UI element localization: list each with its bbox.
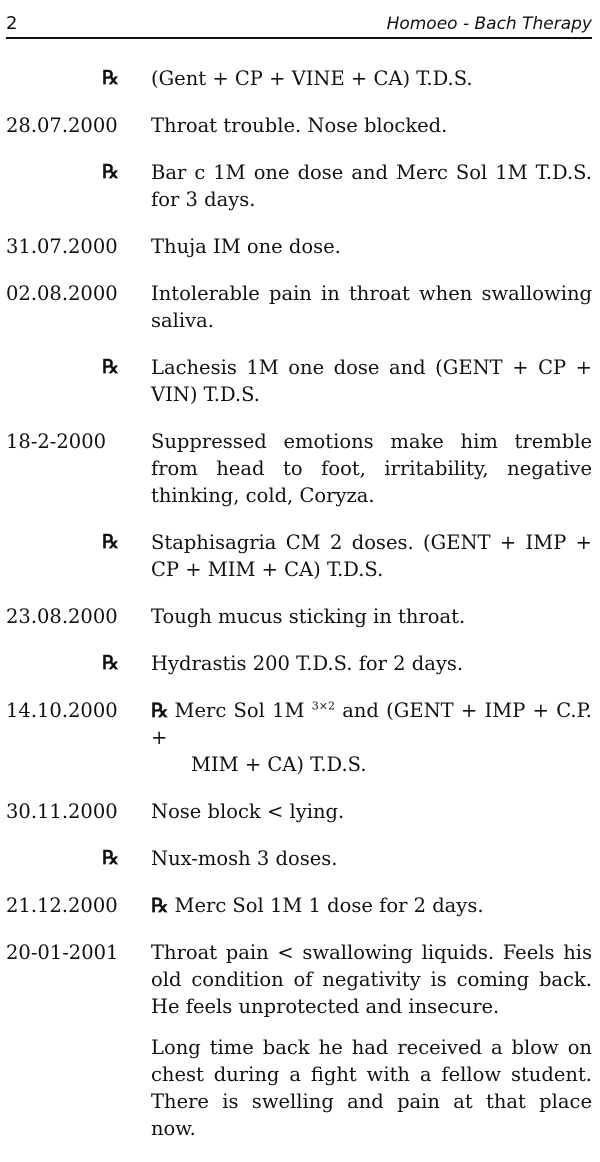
case-entry: [6, 280, 592, 334]
entry-date: 23.08.2000: [6, 605, 118, 628]
case-entry: [6, 650, 592, 677]
rx-label: ℞: [101, 67, 119, 89]
entry-date: 21.12.2000: [6, 894, 118, 917]
case-entry: [6, 354, 592, 408]
entry-text-continuation: MIM + CA) T.D.S.: [191, 753, 367, 776]
entry-text: [151, 939, 592, 1142]
running-title: Homoeo - Bach Therapy: [386, 14, 592, 34]
rx-label: ℞: [101, 161, 119, 183]
case-entry: [6, 603, 592, 630]
entry-text: Nux-mosh 3 doses.: [151, 847, 338, 870]
case-entry: [6, 112, 592, 139]
entry-text-part: Merc Sol 1M 1 dose for 2 days.: [174, 894, 484, 917]
page-number: 2: [6, 13, 18, 34]
case-entry: [6, 697, 592, 778]
entry-text: Tough mucus sticking in throat.: [151, 605, 466, 628]
entry-paragraph: Throat pain < swallowing liquids. Feels his old condition of negativity is coming back. He feels unprotected and insecure.: [151, 941, 592, 1018]
entry-text: [151, 697, 592, 778]
entry-text: Hydrastis 200 T.D.S. for 2 days.: [151, 652, 464, 675]
case-entries: [6, 65, 592, 1162]
case-entry: [6, 233, 592, 260]
entry-text-part: Merc Sol 1M: [174, 699, 312, 722]
entry-text: Thuja IM one dose.: [151, 235, 341, 258]
entry-text: Bar c 1M one dose and Merc Sol 1M T.D.S. for 3 days.: [151, 161, 592, 211]
dose-superscript: 3×2: [311, 699, 335, 713]
rx-label: ℞: [101, 531, 119, 553]
entry-date: 30.11.2000: [6, 800, 118, 823]
entry-date: 14.10.2000: [6, 699, 118, 722]
case-entry: [6, 65, 592, 92]
entry-text: (Gent + CP + VINE + CA) T.D.S.: [151, 67, 473, 90]
entry-date: 18-2-2000: [6, 430, 107, 453]
entry-text: Intolerable pain in throat when swallowing saliva.: [151, 282, 592, 332]
rx-label: ℞: [101, 847, 119, 869]
entry-text: Nose block < lying.: [151, 800, 345, 823]
entry-text: [151, 892, 592, 919]
entry-date: 02.08.2000: [6, 282, 118, 305]
case-entry: [6, 892, 592, 919]
entry-text: Suppressed emotions make him tremble from head to foot, irritability, negative thinking, cold, Coryza.: [151, 430, 592, 507]
rx-label: ℞: [101, 356, 119, 378]
case-entry: [6, 159, 592, 213]
case-entry: [6, 798, 592, 825]
case-entry: [6, 845, 592, 872]
entry-date: 20-01-2001: [6, 941, 119, 964]
page-header: [6, 0, 592, 39]
entry-text: Throat trouble. Nose blocked.: [151, 114, 448, 137]
entry-date: 28.07.2000: [6, 114, 118, 137]
rx-label: ℞: [101, 652, 119, 674]
rx-symbol: ℞: [151, 699, 169, 722]
entry-text-part: and (GENT + IMP + C.P. +: [151, 699, 592, 749]
entry-text: Lachesis 1M one dose and (GENT + CP + VIN) T.D.S.: [151, 356, 592, 406]
case-entry: [6, 529, 592, 583]
case-entry: [6, 428, 592, 509]
entry-text: Staphisagria CM 2 doses. (GENT + IMP + CP + MIM + CA) T.D.S.: [151, 531, 592, 581]
rx-symbol: ℞: [151, 894, 169, 917]
entry-date: 31.07.2000: [6, 235, 118, 258]
case-entry: [6, 939, 592, 1142]
entry-paragraph: Long time back he had received a blow on chest during a fight with a fellow student. There is swelling and pain at that place now.: [151, 1036, 592, 1140]
